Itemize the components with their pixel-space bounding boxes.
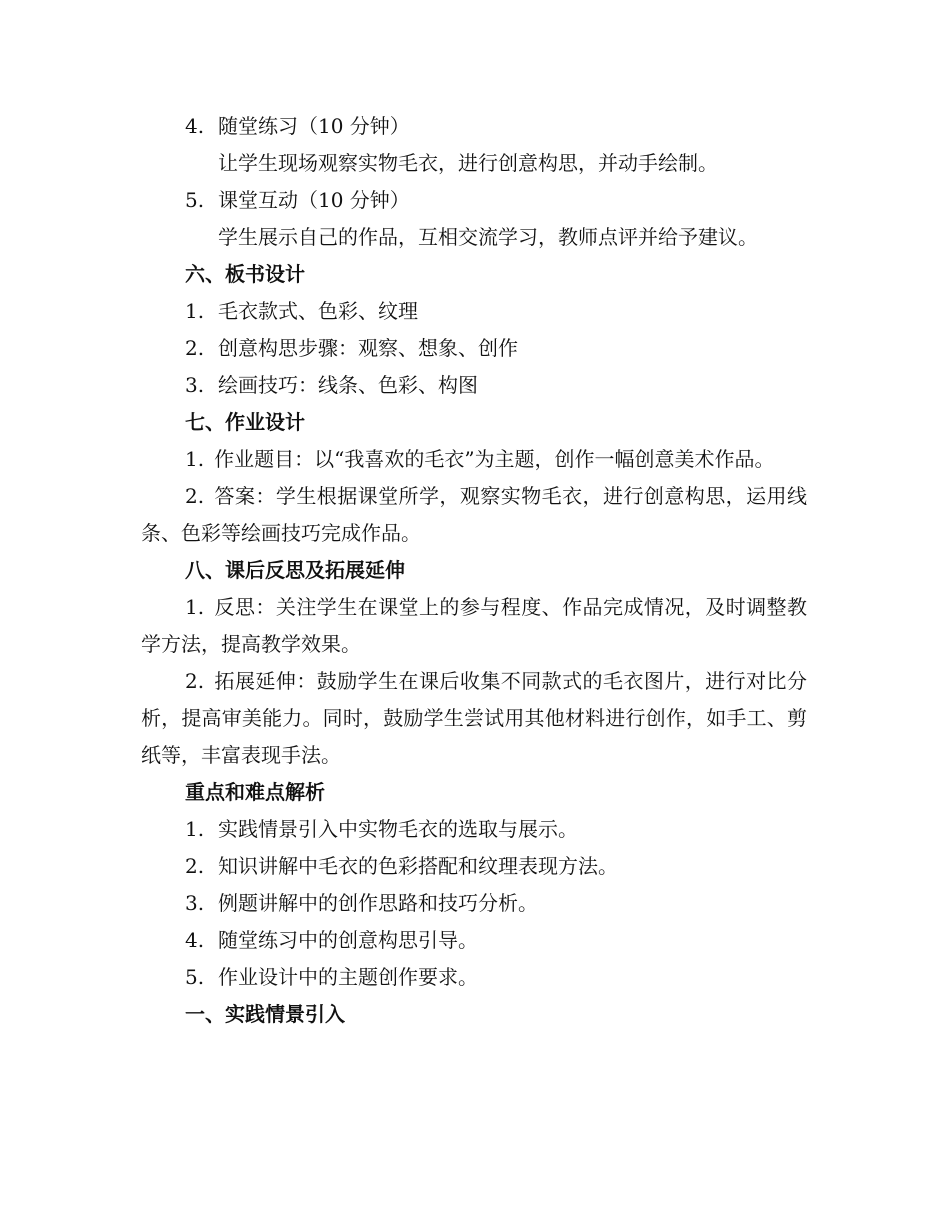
list-item — [141, 293, 807, 330]
item-number: 4. — [185, 928, 205, 952]
item-text: 绘画技巧：线条、色彩、构图 — [218, 373, 478, 397]
item-text: 实践情景引入中实物毛衣的选取与展示。 — [218, 817, 578, 841]
item-number: 1. — [185, 447, 205, 471]
item-number: 3. — [185, 891, 205, 915]
item-number: 1. — [185, 595, 205, 619]
section-heading-reflection: 八、课后反思及拓展延伸 — [185, 558, 405, 582]
list-item — [141, 330, 807, 367]
item-text: 拓展延伸：鼓励学生在课后收集不同款式的毛衣图片，进行对比分析，提高审美能力。同时，鼓励学生尝试用其他材料进行创作，如手工、剪纸等，丰富表现手法。 — [141, 669, 807, 767]
item-number: 2. — [185, 854, 205, 878]
item-description: 学生展示自己的作品，互相交流学习，教师点评并给予建议。 — [218, 225, 758, 249]
list-item — [141, 108, 807, 145]
item-number: 2. — [185, 669, 205, 693]
list-item — [141, 885, 807, 922]
item-title: 课堂互动（10 分钟） — [218, 188, 410, 212]
item-number: 5. — [185, 188, 205, 212]
paragraph-item — [141, 589, 807, 663]
list-item — [141, 367, 807, 404]
section-heading-board-design: 六、板书设计 — [185, 262, 305, 286]
document-body — [141, 108, 807, 1033]
item-title: 随堂练习（10 分钟） — [218, 114, 410, 138]
section-heading-practice-intro: 一、实践情景引入 — [185, 1002, 345, 1026]
paragraph-item — [141, 663, 807, 774]
item-text: 例题讲解中的创作思路和技巧分析。 — [218, 891, 538, 915]
section-heading-key-points: 重点和难点解析 — [185, 780, 325, 804]
item-text: 毛衣款式、色彩、纹理 — [218, 299, 418, 323]
list-item — [141, 959, 807, 996]
item-number: 2. — [185, 484, 205, 508]
item-number: 5. — [185, 965, 205, 989]
item-description: 让学生现场观察实物毛衣，进行创意构思，并动手绘制。 — [218, 151, 718, 175]
item-number: 3. — [185, 373, 205, 397]
item-text: 反思：关注学生在课堂上的参与程度、作品完成情况，及时调整教学方法，提高教学效果。 — [141, 595, 807, 656]
paragraph-item — [141, 441, 807, 478]
item-text: 作业设计中的主题创作要求。 — [218, 965, 478, 989]
item-number: 2. — [185, 336, 205, 360]
item-text: 创意构思步骤：观察、想象、创作 — [218, 336, 518, 360]
list-item — [141, 811, 807, 848]
item-text: 作业题目：以“我喜欢的毛衣”为主题，创作一幅创意美术作品。 — [214, 447, 775, 471]
item-text: 答案：学生根据课堂所学，观察实物毛衣，进行创意构思，运用线条、色彩等绘画技巧完成作品。 — [141, 484, 807, 545]
list-item — [141, 182, 807, 219]
item-text: 知识讲解中毛衣的色彩搭配和纹理表现方法。 — [218, 854, 618, 878]
list-item — [141, 922, 807, 959]
list-item — [141, 848, 807, 885]
item-text: 随堂练习中的创意构思引导。 — [218, 928, 478, 952]
item-number: 1. — [185, 299, 205, 323]
item-number: 1. — [185, 817, 205, 841]
paragraph-item — [141, 478, 807, 552]
item-number: 4. — [185, 114, 205, 138]
section-heading-homework: 七、作业设计 — [185, 410, 305, 434]
